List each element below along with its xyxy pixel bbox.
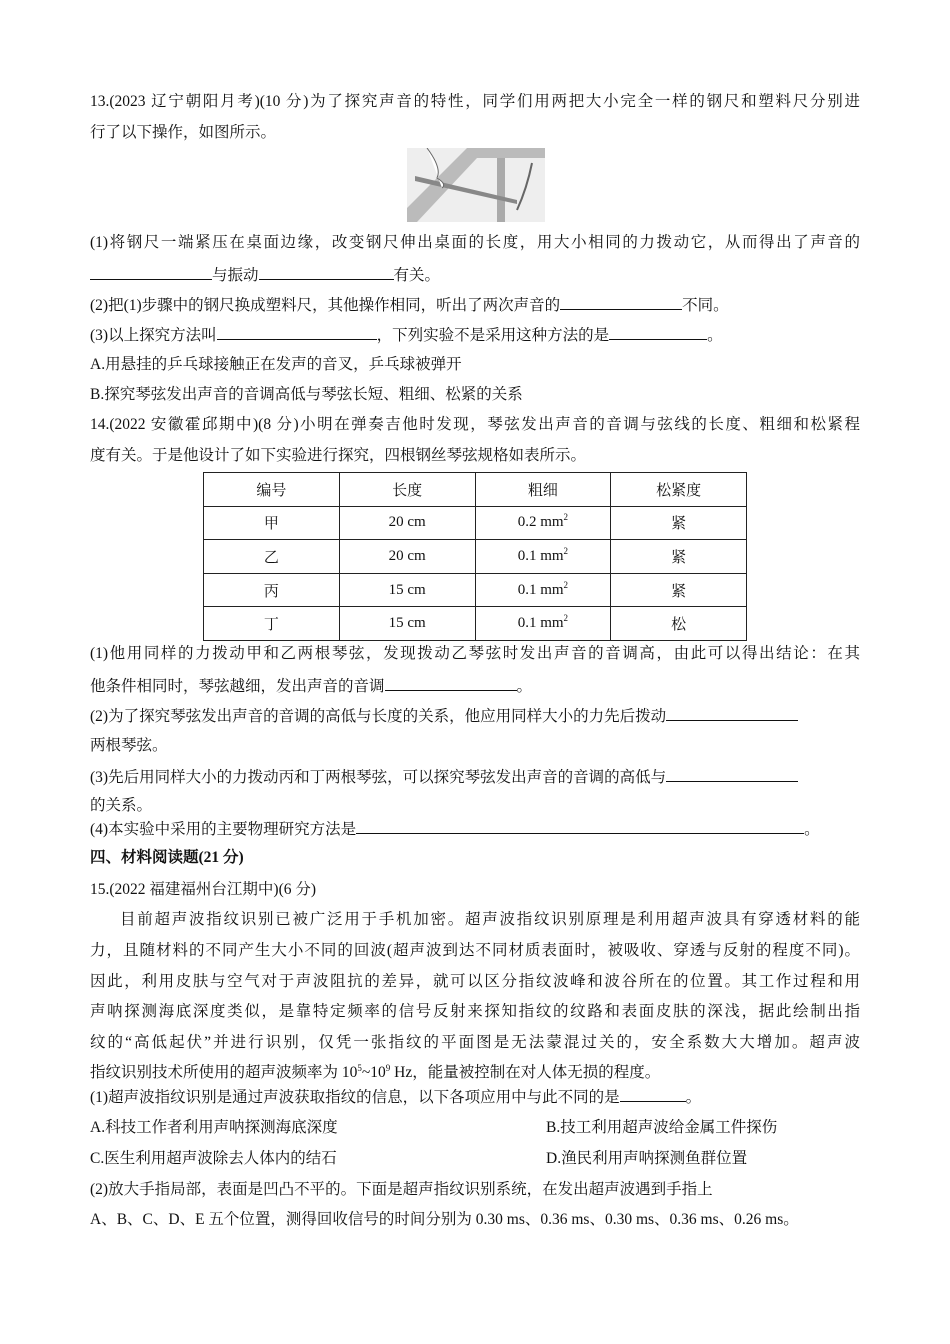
answer-blank[interactable] <box>385 673 517 691</box>
cell <box>475 540 611 574</box>
section-heading: 四、材料阅读题(21 分) <box>90 849 244 866</box>
cell-text: 0.2 mm <box>517 514 564 531</box>
q13-part1: (1)将钢尺一端紧压在桌面边缘，改变钢尺伸出桌面的长度，用大小相同的力拨动它，从而得出了声音的 <box>90 234 860 251</box>
cell: 20 cm <box>339 506 475 540</box>
q14-stem-cont: 度有关。于是他设计了如下实验进行探究，四根钢丝琴弦规格如表所示。 <box>90 447 587 464</box>
cell <box>475 506 611 540</box>
text: 。 <box>707 327 723 344</box>
cell: 松 <box>611 607 747 641</box>
q15-part2: (2)放大手指局部，表面是凹凸不平的。下面是超声指纹识别系统，在发出超声波遇到手指上 <box>90 1181 713 1198</box>
header-cell: 松紧度 <box>611 473 747 507</box>
text: 指纹识别技术所使用的超声波频率为 10 <box>90 1064 358 1081</box>
answer-blank[interactable] <box>356 816 804 834</box>
q13-stem: 13.(2023 辽宁朝阳月考)(10 分)为了探究声音的特性，同学们用两把大小完全一样的钢尺和塑料尺分别进 <box>90 93 860 110</box>
text: (3)先后用同样大小的力拨动丙和丁两根琴弦，可以探究琴弦发出声音的音调的高低与 <box>90 769 667 786</box>
text: 。 <box>804 821 820 838</box>
text: 有关。 <box>393 267 441 284</box>
text: (2)为了探究琴弦发出声音的音调的高低与长度的关系，他应用同样大小的力先后拨动 <box>90 708 667 725</box>
cell: 紧 <box>611 540 747 574</box>
text: ，下列实验不是采用这种方法的是 <box>376 327 610 344</box>
q15-stem: 15.(2022 福建福州台江期中)(6 分) <box>90 881 317 898</box>
q14-part1-cont <box>90 673 860 697</box>
header-cell: 粗细 <box>475 473 611 507</box>
passage-line: 纹的“高低起伏”并进行识别，仅凭一张指纹的平面图是无法蒙混过关的，安全系数大大增加。超声波 <box>90 1034 860 1051</box>
option-a: A.科技工作者利用声呐探测海底深度 <box>90 1119 338 1136</box>
table-row <box>204 540 747 574</box>
table-header-row <box>204 473 747 507</box>
text: ~10 <box>361 1064 386 1081</box>
text: 不同。 <box>682 297 729 314</box>
superscript: 2 <box>563 545 569 556</box>
passage-line: 因此，利用皮肤与空气对于声波阻抗的差异，就可以区分指纹波峰和波谷所在的位置。其工作过程和用 <box>90 973 860 990</box>
q13-option-a: A.用悬挂的乒乓球接触正在发声的音叉，乒乓球被弹开 <box>90 356 462 373</box>
text: 。 <box>685 1089 702 1106</box>
passage-line-last <box>90 1061 860 1085</box>
cell: 15 cm <box>339 607 475 641</box>
q13-part1-cont <box>90 262 860 286</box>
answer-blank[interactable] <box>609 322 707 340</box>
header-cell: 长度 <box>339 473 475 507</box>
cell <box>475 573 611 607</box>
superscript: 2 <box>563 579 569 590</box>
table-row <box>204 607 747 641</box>
cell-text: 0.1 mm <box>517 581 564 598</box>
q14-part3 <box>90 764 860 788</box>
answer-blank[interactable] <box>620 1084 686 1102</box>
text: 他条件相同时，琴弦越细，发出声音的音调 <box>90 678 385 695</box>
q13-part3 <box>90 322 860 346</box>
passage-line: 目前超声波指纹识别已被广泛用于手机加密。超声波指纹识别原理是利用超声波具有穿透材料的能 <box>120 911 860 928</box>
q14-stem: 14.(2022 安徽霍邱期中)(8 分)小明在弹奏吉他时发现，琴弦发出声音的音调与弦线的长度、粗细和松紧程 <box>90 416 860 433</box>
q14-part2 <box>90 703 860 727</box>
answer-blank[interactable] <box>666 703 798 721</box>
q13-part2 <box>90 292 860 316</box>
option-b: B.技工利用超声波给金属工件探伤 <box>546 1119 778 1136</box>
passage-line: 声呐探测海底深度类似，是靠特定频率的信号反射来探知指纹的纹路和表面皮肤的深浅，据此绘制出指 <box>90 1003 860 1020</box>
q14-part1: (1)他用同样的力拨动甲和乙两根琴弦，发现拨动乙琴弦时发出声音的音调高，由此可以得出结论：在其 <box>90 645 860 662</box>
q15-part2-cont: A、B、C、D、E 五个位置，测得回收信号的时间分别为 0.30 ms、0.36 ms、0.30 ms、0.36 ms、0.26 ms。 <box>90 1211 799 1228</box>
text: 。 <box>516 678 533 695</box>
q15-options-row2 <box>90 1147 860 1171</box>
passage-line: 力，且随材料的不同产生大小不同的回波(超声波到达不同材质表面时，被吸收、穿透与反射的程度不同)。 <box>90 942 860 959</box>
header-cell: 编号 <box>204 473 340 507</box>
cell: 20 cm <box>339 540 475 574</box>
cell: 紧 <box>611 506 747 540</box>
text: Hz，能量被控制在对人体无损的程度。 <box>390 1064 661 1081</box>
q14-part4 <box>90 816 860 840</box>
text: (3)以上探究方法叫 <box>90 327 217 344</box>
string-spec-table <box>203 472 747 641</box>
option-d: D.渔民利用声呐探测鱼群位置 <box>546 1150 748 1167</box>
q13-stem-cont: 行了以下操作，如图所示。 <box>90 124 277 141</box>
text: 与振动 <box>212 267 259 284</box>
q14-part3-cont: 的关系。 <box>90 797 153 814</box>
answer-blank[interactable] <box>90 262 212 280</box>
q13-option-b: B.探究琴弦发出声音的音调高低与琴弦长短、粗细、松紧的关系 <box>90 386 523 403</box>
cell: 丙 <box>204 573 340 607</box>
cell <box>475 607 611 641</box>
q15-part1 <box>90 1084 860 1108</box>
ruler-experiment-figure <box>407 148 545 222</box>
answer-blank[interactable] <box>560 292 682 310</box>
cell: 紧 <box>611 573 747 607</box>
text: (1)超声波指纹识别是通过声波获取指纹的信息，以下各项应用中与此不同的是 <box>90 1089 620 1106</box>
answer-blank[interactable] <box>666 764 798 782</box>
text: (2)把(1)步骤中的钢尺换成塑料尺，其他操作相同，听出了两次声音的 <box>90 297 561 314</box>
cell: 丁 <box>204 607 340 641</box>
q15-options-row1 <box>90 1116 860 1140</box>
cell: 乙 <box>204 540 340 574</box>
q14-part2-cont: 两根琴弦。 <box>90 737 168 754</box>
text: (4)本实验中采用的主要物理研究方法是 <box>90 821 357 838</box>
cell-text: 0.1 mm <box>517 615 564 632</box>
superscript: 2 <box>563 512 569 523</box>
option-c: C.医生利用超声波除去人体内的结石 <box>90 1150 337 1167</box>
cell: 甲 <box>204 506 340 540</box>
superscript: 5 <box>357 1062 362 1073</box>
answer-blank[interactable] <box>259 262 394 280</box>
cell: 15 cm <box>339 573 475 607</box>
superscript: 2 <box>563 613 569 624</box>
answer-blank[interactable] <box>217 322 377 340</box>
table-row <box>204 573 747 607</box>
cell-text: 0.1 mm <box>517 547 564 564</box>
superscript: 9 <box>385 1062 391 1073</box>
table-row <box>204 506 747 540</box>
